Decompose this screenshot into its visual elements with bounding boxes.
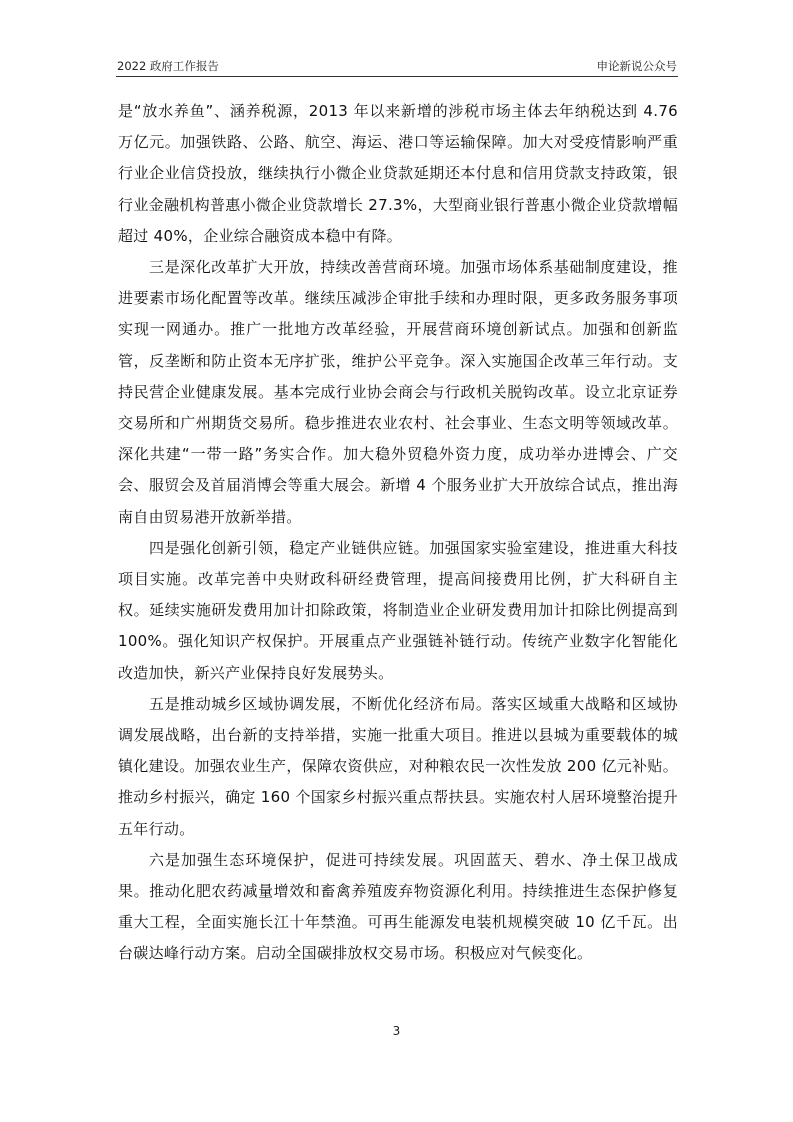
page-number: 3	[392, 1024, 401, 1038]
page-header	[116, 56, 678, 77]
report-body	[118, 96, 678, 970]
paragraph-ecology: 六是加强生态环境保护，促进可持续发展。巩固蓝天、碧水、净土保卫战成果。推动化肥农药减量增效和畜禽养殖废弃物资源化利用。持续推进生态保护修复重大工程，全面实施长江十年禁渔。可再生能源发电装机规模突破 10 亿千瓦。出台碳达峰行动方案。启动全国碳排放权交易市场。积极应对气候变化。	[118, 850, 678, 963]
header-source: 申论新说公众号	[596, 59, 677, 73]
paragraph-continued: 是“放水养鱼”、涵养税源，2013 年以来新增的涉税市场主体去年纳税达到 4.76 万亿元。加强铁路、公路、航空、海运、港口等运输保障。加大对受疫情影响严重行业企业信贷投放，继续执行小微企业贷款延期还本付息和信用贷款支持政策，银行业金融机构普惠小微企业贷款增长 27.3%，大型商业银行普惠小微企业贷款增幅超过 40%，企业综合融资成本稳中有降。	[118, 102, 678, 245]
paragraph-reform-opening: 三是深化改革扩大开放，持续改善营商环境。加强市场体系基础制度建设，推进要素市场化配置等改革。继续压减涉企审批手续和办理时限，更多政务服务事项实现一网通办。推广一批地方改革经验，开展营商环境创新试点。加强和创新监管，反垄断和防止资本无序扩张，维护公平竞争。深入实施国企改革三年行动。支持民营企业健康发展。基本完成行业协会商会与行政机关脱钩改革。设立北京证券交易所和广州期货交易所。稳步推进农业农村、社会事业、生态文明等领域改革。深化共建“一带一路”务实合作。加大稳外贸稳外资力度，成功举办进博会、广交会、服贸会及首届消博会等重大展会。新增 4 个服务业扩大开放综合试点，推出海南自由贸易港开放新举措。	[118, 258, 678, 526]
paragraph-innovation: 四是强化创新引领，稳定产业链供应链。加强国家实验室建设，推进重大科技项目实施。改革完善中央财政科研经费管理，提高间接费用比例，扩大科研自主权。延续实施研发费用加计扣除政策，将制造业企业研发费用加计扣除比例提高到 100%。强化知识产权保护。开展重点产业强链补链行动。传统产业数字化智能化改造加快，新兴产业保持良好发展势头。	[118, 538, 678, 682]
paragraph-urban-rural: 五是推动城乡区域协调发展，不断优化经济布局。落实区域重大战略和区域协调发展战略，出台新的支持举措，实施一批重大项目。推进以县城为重要载体的城镇化建设。加强农业生产，保障农资供应，对种粮农民一次性发放 200 亿元补贴。推动乡村振兴，确定 160 个国家乡村振兴重点帮扶县。实施农村人居环境整治提升五年行动。	[118, 694, 678, 838]
header-title: 2022 政府工作报告	[117, 59, 219, 73]
